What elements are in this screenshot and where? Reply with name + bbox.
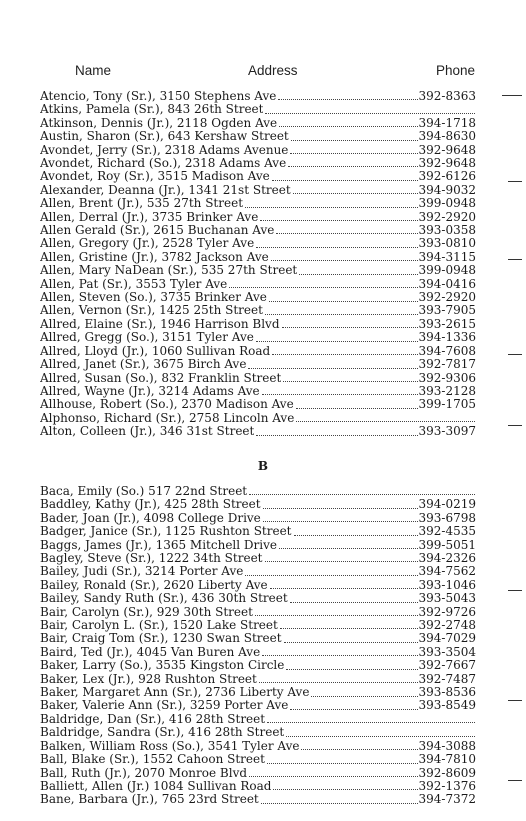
listing-phone: 393-8549 <box>418 699 476 713</box>
listing-name-address: Allhouse, Robert (So.), 2370 Madison Ave <box>40 398 294 412</box>
listing-name-address: Allred, Janet (Sr.), 3675 Birch Ave <box>40 358 247 372</box>
dot-leader <box>271 259 418 261</box>
listing-name-address: Atencio, Tony (Sr.), 3150 Stephens Ave <box>40 90 277 103</box>
header-name: Name <box>75 63 112 78</box>
listing-name-address: Avondet, Roy (Sr.), 3515 Madison Ave <box>40 170 270 184</box>
listing-name-address: Allred, Wayne (Jr.), 3214 Adams Ave <box>40 384 260 398</box>
header-address: Address <box>248 63 298 78</box>
listing-row <box>40 780 476 793</box>
listing-phone: 392-7487 <box>418 672 476 686</box>
listing-name-address: Baldridge, Sandra (Sr.), 416 28th Street <box>40 726 285 740</box>
listing-phone: 394-3088 <box>418 739 476 753</box>
listing-row <box>40 686 476 699</box>
listing-phone: 393-3504 <box>418 645 476 659</box>
listing-name-address: Alphonso, Richard (Sr.), 2758 Lincoln Ave <box>40 411 295 425</box>
listing-phone: 392-9648 <box>418 157 476 171</box>
dot-leader <box>290 601 418 603</box>
listing-name-address: Badger, Janice (Sr.), 1125 Rushton Street <box>40 525 292 539</box>
dot-leader <box>267 762 418 764</box>
dot-leader <box>263 507 418 509</box>
listing-phone: 392-6126 <box>418 170 476 184</box>
listing-name-address: Baker, Lex (Jr.), 928 Rushton Street <box>40 672 257 686</box>
listing-row <box>40 264 476 277</box>
listing-phone: 394-3115 <box>418 250 476 264</box>
listing-name-address: Allred, Elaine (Sr.), 1946 Harrison Blvd <box>40 317 280 331</box>
listing-row <box>40 793 476 806</box>
dot-leader <box>279 547 418 549</box>
listing-row <box>40 331 476 344</box>
listing-phone: 392-8609 <box>418 766 476 780</box>
dot-leader <box>270 587 418 589</box>
listing-row <box>40 103 476 116</box>
margin-mark <box>508 700 522 701</box>
dot-leader <box>263 520 418 522</box>
listing-phone: 394-8630 <box>418 130 476 144</box>
listing-row <box>40 144 476 157</box>
listing-row <box>40 184 476 197</box>
listing-phone: 392-4535 <box>418 525 476 539</box>
listing-row <box>40 157 476 170</box>
listing-row <box>40 372 476 385</box>
listing-name-address: Balken, William Ross (So.), 3541 Tyler Ave <box>40 739 300 753</box>
listing-phone: 392-9306 <box>418 371 476 385</box>
dot-leader <box>290 152 417 154</box>
listing-row <box>40 498 476 511</box>
listing-phone: 394-7029 <box>418 632 476 646</box>
margin-mark <box>502 95 522 96</box>
dot-leader <box>249 493 475 495</box>
listing-name-address: Alton, Colleen (Jr.), 346 31st Street <box>40 425 255 439</box>
listing-row <box>40 525 476 538</box>
dot-leader <box>288 165 417 167</box>
listing-row <box>40 425 476 438</box>
listing-phone: 399-0948 <box>418 197 476 211</box>
dot-leader <box>265 560 418 562</box>
listing-row <box>40 130 476 143</box>
listing-name-address: Allen, Gristine (Jr.), 3782 Jackson Ave <box>40 250 269 264</box>
listing-name-address: Bair, Carolyn (Sr.), 929 30th Street <box>40 605 253 619</box>
listing-name-address: Baca, Emily (So.) 517 22nd Street <box>40 485 248 498</box>
dot-leader <box>290 708 417 710</box>
listing-phone: 394-0219 <box>418 498 476 512</box>
listing-name-address: Baker, Larry (So.), 3535 Kingston Circle <box>40 659 285 673</box>
listing-row <box>40 278 476 291</box>
dot-leader <box>245 574 417 576</box>
listing-row <box>40 673 476 686</box>
dot-leader <box>272 353 417 355</box>
listing-name-address: Baird, Ted (Jr.), 4045 Van Buren Ave <box>40 645 261 659</box>
dot-leader <box>311 695 417 697</box>
listing-row <box>40 619 476 632</box>
margin-mark <box>508 590 522 591</box>
listing-name-address: Baddley, Kathy (Jr.), 425 28th Street <box>40 498 261 512</box>
listing-name-address: Baggs, James (Jr.), 1365 Mitchell Drive <box>40 538 277 552</box>
listing-row <box>40 539 476 552</box>
listing-row <box>40 90 476 103</box>
dot-leader <box>265 313 418 315</box>
listing-name-address: Atkins, Pamela (Sr.), 843 26th Street <box>40 103 264 117</box>
listing-name-address: Bane, Barbara (Jr.), 765 23rd Street <box>40 793 259 807</box>
listing-row <box>40 224 476 237</box>
listing-name-address: Allen, Pat (Sr.), 3553 Tyler Ave <box>40 277 228 291</box>
listing-row <box>40 565 476 578</box>
margin-mark <box>508 425 522 426</box>
listing-name-address: Baker, Margaret Ann (Sr.), 2736 Liberty Ave <box>40 686 310 700</box>
dot-leader <box>273 788 417 790</box>
dot-leader <box>283 380 417 382</box>
dot-leader <box>296 407 418 409</box>
listing-phone: 394-7608 <box>418 344 476 358</box>
listing-name-address: Allen, Brent (Jr.), 535 27th Street <box>40 197 244 211</box>
listing-row <box>40 700 476 713</box>
listing-phone: 399-5051 <box>418 538 476 552</box>
dot-leader <box>256 434 417 436</box>
listing-row <box>40 606 476 619</box>
listing-phone: 393-7905 <box>418 304 476 318</box>
dot-leader <box>279 125 417 127</box>
listing-name-address: Allen, Mary NaDean (Sr.), 535 27th Street <box>40 264 298 278</box>
listing-row <box>40 753 476 766</box>
dot-leader <box>296 420 475 422</box>
listing-row <box>40 726 476 739</box>
dot-leader <box>286 668 417 670</box>
dot-leader <box>278 98 417 100</box>
listing-row <box>40 713 476 726</box>
listing-phone: 393-2128 <box>418 384 476 398</box>
listing-row <box>40 646 476 659</box>
listing-row <box>40 170 476 183</box>
listing-row <box>40 305 476 318</box>
listing-phone: 393-1046 <box>418 578 476 592</box>
listing-name-address: Atkinson, Dennis (Jr.), 2118 Ogden Ave <box>40 116 278 130</box>
listing-section-b <box>40 485 476 807</box>
dot-leader <box>284 641 418 643</box>
margin-mark <box>508 181 522 182</box>
dot-leader <box>249 775 417 777</box>
listing-row <box>40 291 476 304</box>
listing-row <box>40 211 476 224</box>
listing-row <box>40 345 476 358</box>
listing-name-address: Alexander, Deanna (Jr.), 1341 21st Street <box>40 183 291 197</box>
listing-name-address: Allen, Gregory (Jr.), 2528 Tyler Ave <box>40 237 255 251</box>
listing-phone: 392-2920 <box>418 210 476 224</box>
listing-phone: 399-0948 <box>418 264 476 278</box>
listing-phone: 393-8536 <box>418 686 476 700</box>
listing-name-address: Allred, Susan (So.), 832 Franklin Street <box>40 371 282 385</box>
margin-mark <box>508 259 522 260</box>
listing-name-address: Allen, Vernon (Sr.), 1425 25th Street <box>40 304 263 318</box>
listing-name-address: Bagley, Steve (Sr.), 1222 34th Street <box>40 552 263 566</box>
listing-row <box>40 197 476 210</box>
section-heading-b: B <box>257 459 269 473</box>
dot-leader <box>282 326 418 328</box>
listing-name-address: Allen, Steven (So.), 3735 Brinker Ave <box>40 291 267 305</box>
listing-phone: 392-7817 <box>418 358 476 372</box>
listing-phone: 392-2920 <box>418 291 476 305</box>
listing-phone: 394-0416 <box>418 277 476 291</box>
dot-leader <box>245 206 417 208</box>
dot-leader <box>265 112 475 114</box>
listing-phone: 394-9032 <box>418 183 476 197</box>
listing-row <box>40 318 476 331</box>
listing-name-address: Baldridge, Dan (Sr.), 416 28th Street <box>40 712 266 726</box>
listing-name-address: Bair, Carolyn L. (Sr.), 1520 Lake Street <box>40 619 278 633</box>
dot-leader <box>301 748 417 750</box>
listing-name-address: Allred, Lloyd (Jr.), 1060 Sullivan Road <box>40 344 271 358</box>
listing-phone: 392-8363 <box>418 90 476 103</box>
listing-row <box>40 767 476 780</box>
dot-leader <box>259 681 418 683</box>
listing-row <box>40 385 476 398</box>
dot-leader <box>262 654 417 656</box>
listing-row <box>40 552 476 565</box>
listing-row <box>40 512 476 525</box>
dot-leader <box>269 300 418 302</box>
listing-row <box>40 412 476 425</box>
listing-phone: 393-3097 <box>418 425 476 439</box>
dot-leader <box>299 273 417 275</box>
listing-phone: 394-2326 <box>418 552 476 566</box>
listing-row <box>40 659 476 672</box>
listing-name-address: Allen, Derral (Jr.), 3735 Brinker Ave <box>40 210 259 224</box>
listing-phone: 394-7810 <box>418 753 476 767</box>
listing-name-address: Bailey, Ronald (Sr.), 2620 Liberty Ave <box>40 578 268 592</box>
listing-section-a <box>40 90 476 439</box>
listing-phone: 394-1718 <box>418 116 476 130</box>
dot-leader <box>262 393 418 395</box>
listing-name-address: Bair, Craig Tom (Sr.), 1230 Swan Street <box>40 632 282 646</box>
listing-phone: 394-7372 <box>418 793 476 807</box>
dot-leader <box>291 139 418 141</box>
listing-phone: 393-5043 <box>418 592 476 606</box>
listing-row <box>40 237 476 250</box>
listing-phone: 392-1376 <box>418 779 476 793</box>
listing-phone: 394-1336 <box>418 331 476 345</box>
dot-leader <box>272 179 418 181</box>
dot-leader <box>255 614 418 616</box>
listing-row <box>40 358 476 371</box>
listing-name-address: Austin, Sharon (Sr.), 643 Kershaw Street <box>40 130 289 144</box>
dot-leader <box>261 802 418 804</box>
listing-row <box>40 740 476 753</box>
dot-leader <box>229 286 417 288</box>
listing-row <box>40 579 476 592</box>
listing-row <box>40 117 476 130</box>
dot-leader <box>276 232 417 234</box>
listing-phone: 392-7667 <box>418 659 476 673</box>
dot-leader <box>260 219 417 221</box>
listing-phone: 393-0810 <box>418 237 476 251</box>
listing-name-address: Avondet, Richard (So.), 2318 Adams Ave <box>40 157 287 171</box>
listing-phone: 392-9726 <box>418 605 476 619</box>
dot-leader <box>294 534 418 536</box>
listing-row <box>40 251 476 264</box>
listing-phone: 393-6798 <box>418 511 476 525</box>
listing-name-address: Bailey, Judi (Sr.), 3214 Porter Ave <box>40 565 244 579</box>
listing-phone: 392-2748 <box>418 619 476 633</box>
listing-name-address: Allen Gerald (Sr.), 2615 Buchanan Ave <box>40 224 275 238</box>
listing-phone: 393-2615 <box>418 317 476 331</box>
listing-row <box>40 485 476 498</box>
listing-row <box>40 592 476 605</box>
margin-mark <box>508 780 522 781</box>
listing-phone: 394-7562 <box>418 565 476 579</box>
listing-phone: 392-9648 <box>418 143 476 157</box>
listing-phone: 393-0358 <box>418 224 476 238</box>
header-phone: Phone <box>436 63 476 78</box>
listing-name-address: Ball, Blake (Sr.), 1552 Cahoon Street <box>40 753 265 767</box>
listing-name-address: Bader, Joan (Jr.), 4098 College Drive <box>40 511 261 525</box>
dot-leader <box>256 340 418 342</box>
listing-name-address: Ball, Ruth (Jr.), 2070 Monroe Blvd <box>40 766 248 780</box>
listing-row <box>40 398 476 411</box>
listing-name-address: Baker, Valerie Ann (Sr.), 3259 Porter Ave <box>40 699 289 713</box>
dot-leader <box>256 246 417 248</box>
margin-mark <box>508 354 522 355</box>
dot-leader <box>248 367 417 369</box>
dot-leader <box>286 735 475 737</box>
listing-name-address: Bailey, Sandy Ruth (Sr.), 436 30th Street <box>40 592 288 606</box>
listing-phone: 399-1705 <box>418 398 476 412</box>
listing-row <box>40 632 476 645</box>
dot-leader <box>293 192 418 194</box>
listing-name-address: Allred, Gregg (So.), 3151 Tyler Ave <box>40 331 254 345</box>
listing-name-address: Avondet, Jerry (Sr.), 2318 Adams Avenue <box>40 143 289 157</box>
dot-leader <box>280 627 418 629</box>
dot-leader <box>267 721 475 723</box>
listing-name-address: Balliett, Allen (Jr.) 1084 Sullivan Road <box>40 779 272 793</box>
